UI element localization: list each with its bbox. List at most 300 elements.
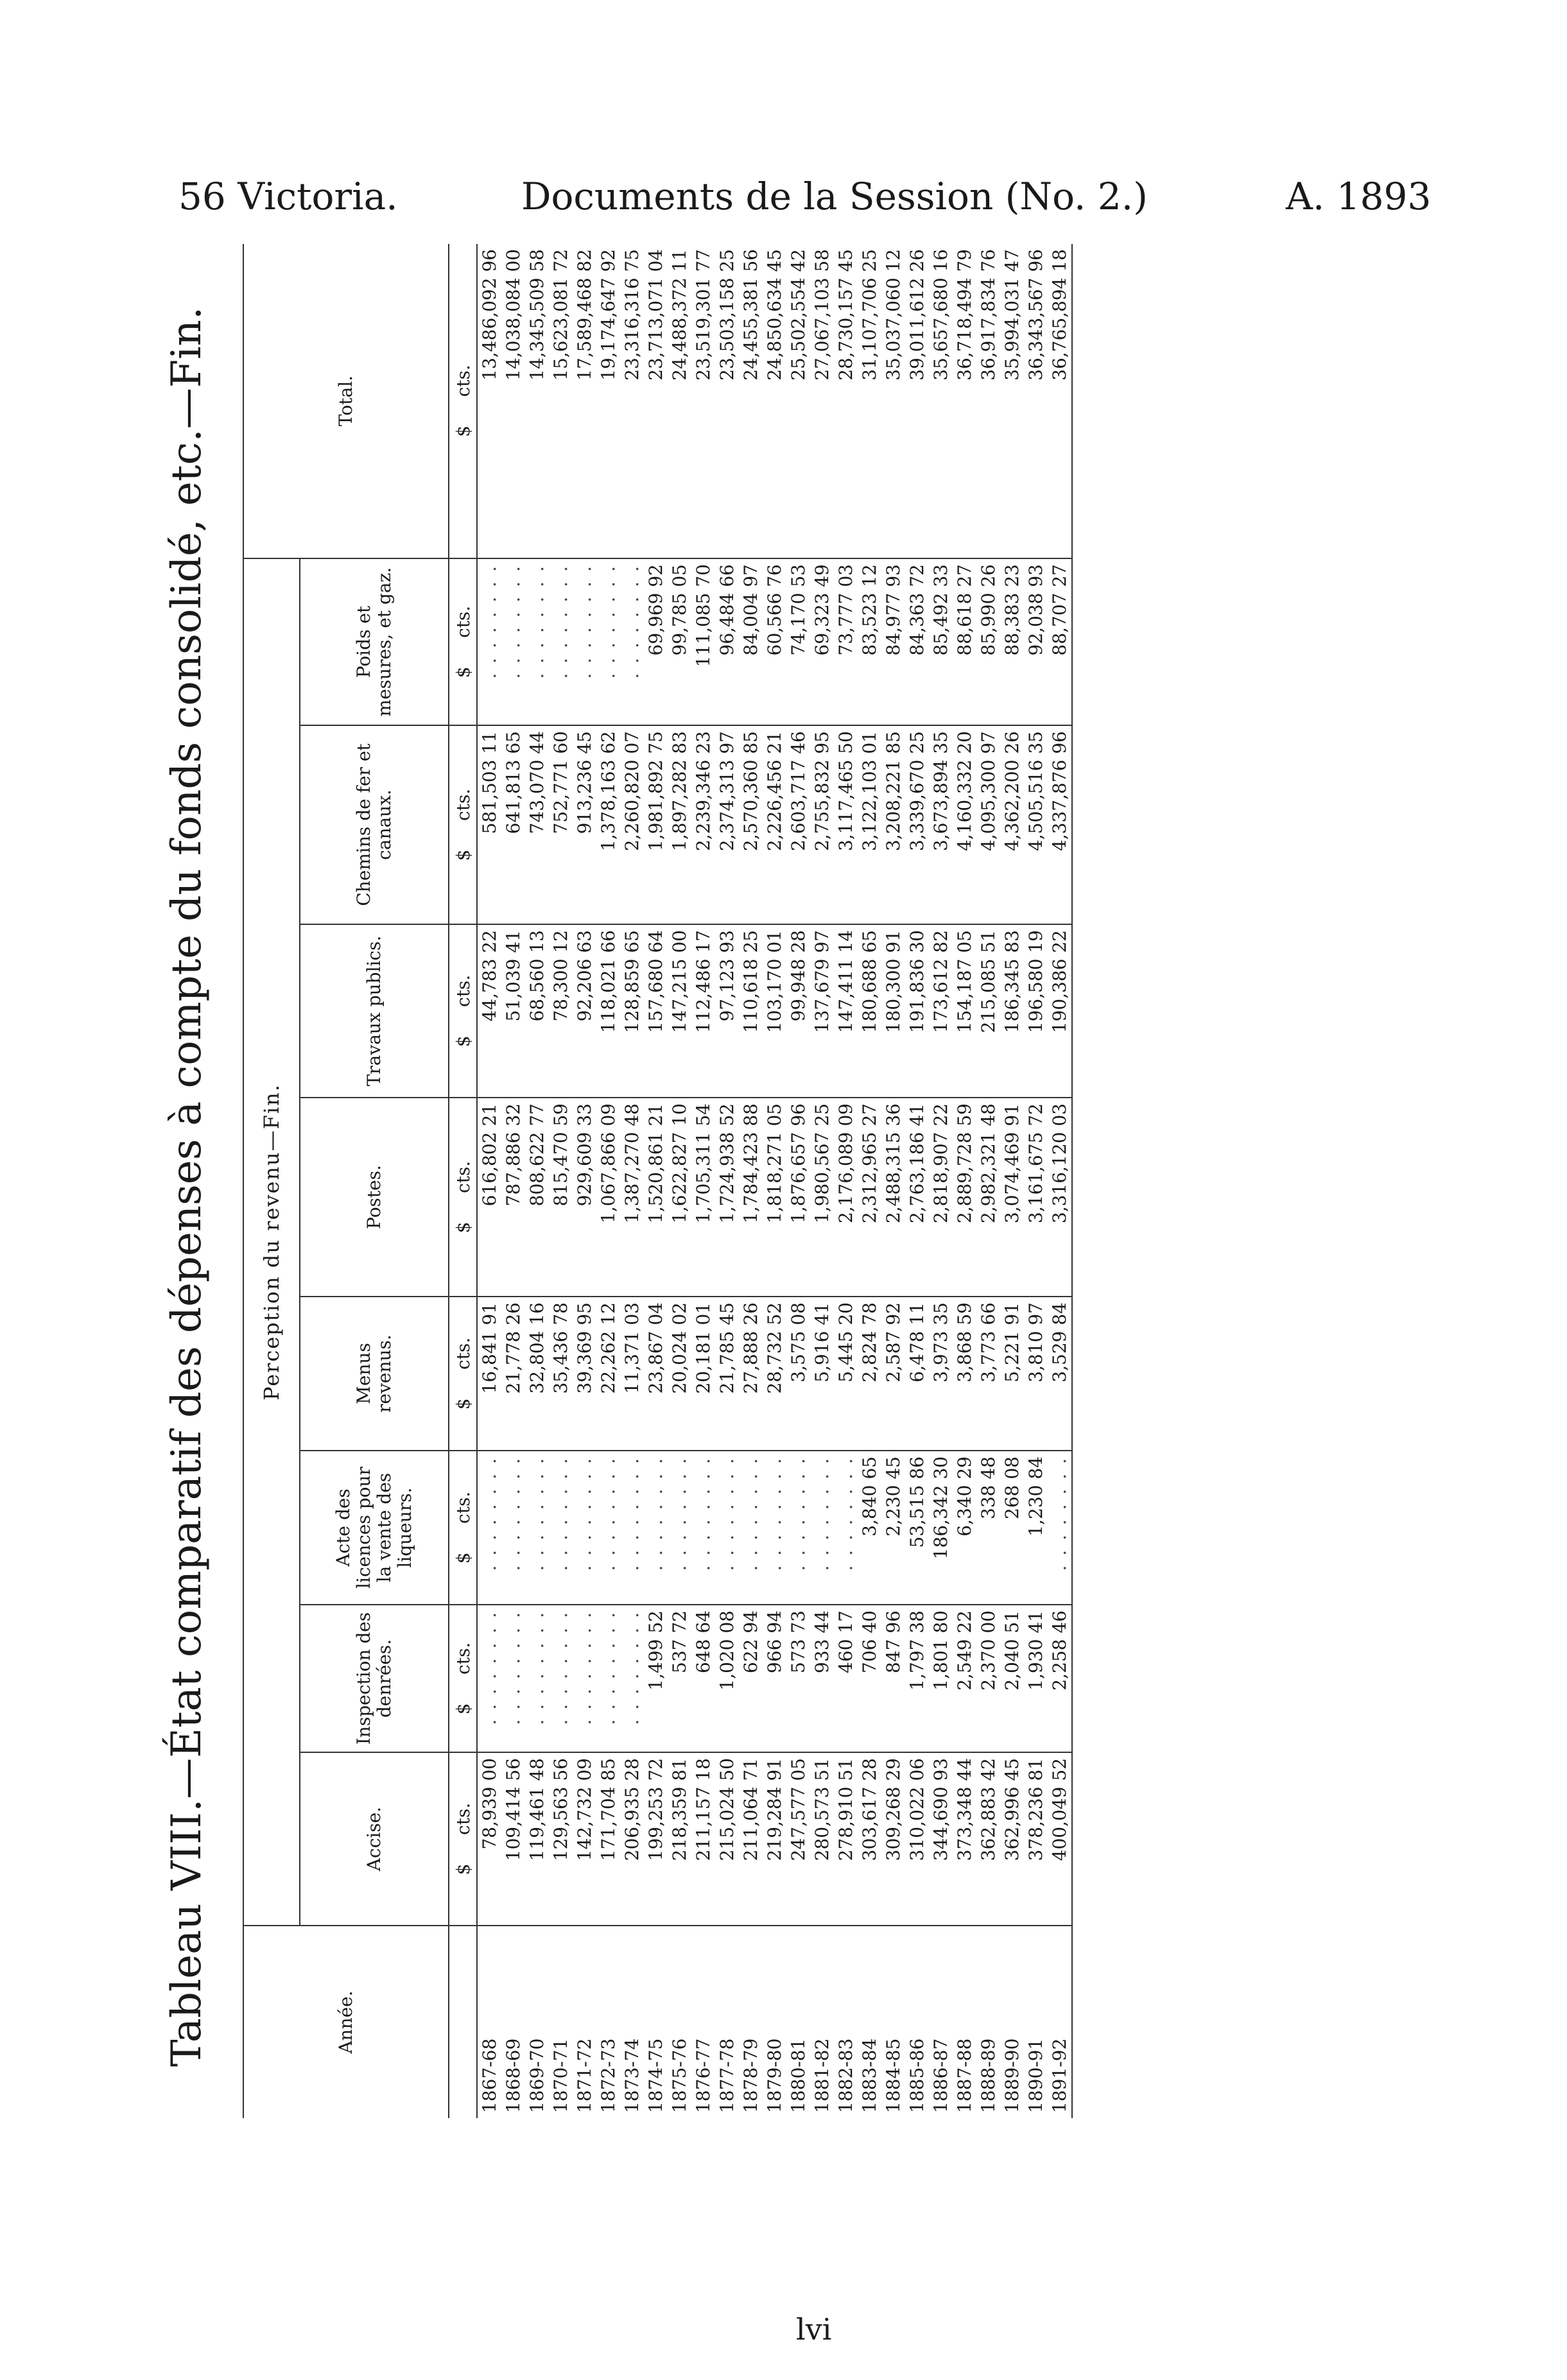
table-row	[596, 244, 620, 2118]
poids-cell: . . . . . . . .	[549, 558, 573, 725]
accise-cell: 247,577 05	[786, 1752, 810, 1926]
inspection-cell: 1,801 80	[929, 1605, 953, 1752]
year-cell: 1876-77	[693, 2038, 714, 2113]
chemins-cell: 743,070 44	[525, 725, 549, 924]
travaux-cell: 147,411 14	[834, 924, 858, 1098]
total-cell: 23,519,301 77	[691, 244, 715, 558]
inspection-cell: 2,549 22	[953, 1605, 976, 1752]
unit-cents: cts.	[452, 1491, 474, 1524]
inspection-cell: . . . . . . . .	[501, 1605, 525, 1752]
table-row	[1000, 244, 1024, 2118]
accise-cell: 211,157 18	[691, 1752, 715, 1926]
postes-cell: 2,818,907 22	[929, 1098, 953, 1297]
inspection-cell: 573 73	[786, 1605, 810, 1752]
inspection-cell: 1,499 52	[644, 1605, 668, 1752]
menus-cell: 2,587 92	[881, 1297, 905, 1451]
total-cell: 14,345,509 58	[525, 244, 549, 558]
postes-cell: 929,609 33	[573, 1098, 596, 1297]
inspection-cell: 706 40	[858, 1605, 881, 1752]
chemins-cell: 4,337,876 96	[1048, 725, 1072, 924]
poids-cell: . . . . . . . .	[501, 558, 525, 725]
postes-cell: 1,387,270 48	[620, 1098, 644, 1297]
inspection-cell: 537 72	[668, 1605, 691, 1752]
running-head-left: 56 Victoria.	[178, 175, 398, 218]
licences-cell: 6,340 29	[953, 1451, 976, 1605]
licences-cell: . . . . . . . .	[763, 1451, 786, 1605]
unit-dollar: $	[452, 666, 474, 678]
accise-cell: 378,236 81	[1024, 1752, 1048, 1926]
inspection-cell: . . . . . . . .	[620, 1605, 644, 1752]
total-cell: 24,850,634 45	[763, 244, 786, 558]
licences-cell: . . . . . . . .	[596, 1451, 620, 1605]
poids-cell: 92,038 93	[1024, 558, 1048, 725]
postes-cell: 1,622,827 10	[668, 1098, 691, 1297]
year-cell: 1872-73	[598, 2038, 619, 2113]
poids-cell: . . . . . . . .	[477, 558, 501, 725]
accise-cell: 362,883 42	[976, 1752, 1000, 1926]
running-head-right: A. 1893	[1286, 175, 1432, 218]
accise-cell: 199,253 72	[644, 1752, 668, 1926]
total-cell: 23,316,316 75	[620, 244, 644, 558]
poids-cell: 111,085 70	[691, 558, 715, 725]
travaux-cell: 103,170 01	[763, 924, 786, 1098]
accise-cell: 310,022 06	[905, 1752, 929, 1926]
accise-cell: 400,049 52	[1048, 1752, 1072, 1926]
accise-cell: 215,024 50	[715, 1752, 739, 1926]
total-cell: 24,488,372 11	[668, 244, 691, 558]
chemins-cell: 3,673,894 35	[929, 725, 953, 924]
chemins-cell: 1,378,163 62	[596, 725, 620, 924]
inspection-cell: 2,040 51	[1000, 1605, 1024, 1752]
unit-dollar: $	[452, 849, 474, 861]
postes-cell: 2,176,089 09	[834, 1098, 858, 1297]
poids-cell: 84,977 93	[881, 558, 905, 725]
travaux-cell: 51,039 41	[501, 924, 525, 1098]
postes-cell: 1,784,423 88	[739, 1098, 763, 1297]
accise-cell: 78,939 00	[477, 1752, 501, 1926]
travaux-cell: 154,187 05	[953, 924, 976, 1098]
postes-cell: 2,488,315 36	[881, 1098, 905, 1297]
licences-cell: . . . . . . . .	[834, 1451, 858, 1605]
total-cell: 25,502,554 42	[786, 244, 810, 558]
chemins-cell: 1,897,282 83	[668, 725, 691, 924]
table-row	[549, 244, 573, 2118]
table-row	[1024, 244, 1048, 2118]
chemins-cell: 2,603,717 46	[786, 725, 810, 924]
year-cell: 1891-92	[1049, 2038, 1070, 2113]
inspection-cell: . . . . . . . .	[596, 1605, 620, 1752]
travaux-cell: 110,618 25	[739, 924, 763, 1098]
poids-cell: . . . . . . . .	[525, 558, 549, 725]
menus-cell: 5,916 41	[810, 1297, 834, 1451]
menus-cell: 28,732 52	[763, 1297, 786, 1451]
poids-cell: 69,969 92	[644, 558, 668, 725]
menus-cell: 11,371 03	[620, 1297, 644, 1451]
year-cell: 1877-78	[716, 2038, 738, 2113]
accise-cell: 309,268 29	[881, 1752, 905, 1926]
table-row	[953, 244, 976, 2118]
year-cell: 1873-74	[621, 2038, 643, 2113]
licences-cell: . . . . . . . .	[691, 1451, 715, 1605]
total-cell: 15,623,081 72	[549, 244, 573, 558]
unit-dollar: $	[452, 1398, 474, 1410]
licences-cell: . . . . . . . .	[668, 1451, 691, 1605]
travaux-cell: 186,345 83	[1000, 924, 1024, 1098]
chemins-cell: 3,339,670 25	[905, 725, 929, 924]
table-row	[976, 244, 1000, 2118]
menus-cell: 3,810 97	[1024, 1297, 1048, 1451]
unit-row	[449, 244, 477, 2118]
unit-cents: cts.	[452, 1642, 474, 1675]
total-cell: 39,011,612 26	[905, 244, 929, 558]
travaux-cell: 173,612 82	[929, 924, 953, 1098]
accise-cell: 280,573 51	[810, 1752, 834, 1926]
licences-cell: . . . . . . . .	[739, 1451, 763, 1605]
year-cell: 1887-88	[954, 2038, 975, 2113]
table-row	[501, 244, 525, 2118]
accise-cell: 129,563 56	[549, 1752, 573, 1926]
page-number: lvi	[796, 2312, 832, 2347]
table-row	[881, 244, 905, 2118]
menus-cell: 3,868 59	[953, 1297, 976, 1451]
accise-cell: 171,704 85	[596, 1752, 620, 1926]
menus-cell: 39,369 95	[573, 1297, 596, 1451]
poids-cell: . . . . . . . .	[573, 558, 596, 725]
menus-cell: 5,445 20	[834, 1297, 858, 1451]
menus-cell: 35,436 78	[549, 1297, 573, 1451]
postes-cell: 1,705,311 54	[691, 1098, 715, 1297]
year-cell: 1886-87	[930, 2038, 951, 2113]
unit-dollar: $	[452, 1552, 474, 1564]
year-cell: 1888-89	[978, 2038, 999, 2113]
inspection-cell: . . . . . . . .	[477, 1605, 501, 1752]
chemins-cell: 4,160,332 20	[953, 725, 976, 924]
poids-cell: 84,363 72	[905, 558, 929, 725]
postes-cell: 1,876,657 96	[786, 1098, 810, 1297]
inspection-cell: 966 94	[763, 1605, 786, 1752]
poids-cell: 73,777 03	[834, 558, 858, 725]
year-cell: 1883-84	[859, 2038, 880, 2113]
travaux-cell: 180,688 65	[858, 924, 881, 1098]
accise-cell: 142,732 09	[573, 1752, 596, 1926]
year-cell: 1879-80	[764, 2038, 785, 2113]
travaux-cell: 157,680 64	[644, 924, 668, 1098]
inspection-cell: . . . . . . . .	[549, 1605, 573, 1752]
inspection-cell: 1,020 08	[715, 1605, 739, 1752]
unit-cents: cts.	[452, 365, 474, 397]
accise-cell: 109,414 56	[501, 1752, 525, 1926]
travaux-cell: 68,560 13	[525, 924, 549, 1098]
unit-dollar: $	[452, 1863, 474, 1876]
travaux-cell: 180,300 91	[881, 924, 905, 1098]
inspection-cell: 847 96	[881, 1605, 905, 1752]
total-cell: 23,503,158 25	[715, 244, 739, 558]
accise-cell: 211,064 71	[739, 1752, 763, 1926]
travaux-cell: 190,386 22	[1048, 924, 1072, 1098]
accise-cell: 218,359 81	[668, 1752, 691, 1926]
year-cell: 1882-83	[835, 2038, 856, 2113]
inspection-cell: 2,370 00	[976, 1605, 1000, 1752]
licences-cell: 3,840 65	[858, 1451, 881, 1605]
travaux-cell: 97,123 93	[715, 924, 739, 1098]
menus-cell: 16,841 91	[477, 1297, 501, 1451]
travaux-cell: 118,021 66	[596, 924, 620, 1098]
col-header-accise: Accise.	[300, 1752, 449, 1926]
year-cell: 1871-72	[574, 2038, 595, 2113]
chemins-cell: 581,503 11	[477, 725, 501, 924]
poids-cell: 60,566 76	[763, 558, 786, 725]
table-row	[834, 244, 858, 2118]
chemins-cell: 2,570,360 85	[739, 725, 763, 924]
inspection-cell: 648 64	[691, 1605, 715, 1752]
licences-cell: . . . . . . . .	[644, 1451, 668, 1605]
travaux-cell: 112,486 17	[691, 924, 715, 1098]
poids-cell: 88,618 27	[953, 558, 976, 725]
table-row	[763, 244, 786, 2118]
poids-cell: 88,383 23	[1000, 558, 1024, 725]
poids-cell: 84,004 97	[739, 558, 763, 725]
chemins-cell: 2,260,820 07	[620, 725, 644, 924]
inspection-cell: 2,258 46	[1048, 1605, 1072, 1752]
col-header-inspection: Inspection des denrées.	[300, 1605, 449, 1752]
col-header-annee: Année.	[243, 1926, 449, 2118]
postes-cell: 1,818,271 05	[763, 1098, 786, 1297]
travaux-cell: 78,300 12	[549, 924, 573, 1098]
chemins-cell: 752,771 60	[549, 725, 573, 924]
unit-dollar: $	[452, 425, 474, 437]
licences-cell: . . . . . . . .	[501, 1451, 525, 1605]
postes-cell: 1,724,938 52	[715, 1098, 739, 1297]
menus-cell: 23,867 04	[644, 1297, 668, 1451]
licences-cell: . . . . . . . .	[786, 1451, 810, 1605]
total-cell: 31,107,706 25	[858, 244, 881, 558]
unit-cents: cts.	[452, 1802, 474, 1835]
table-title: Tableau VIII.—État comparatif des dépenses à compte du fonds consolidé, etc.—Fin.	[163, 306, 211, 2067]
inspection-cell: 1,930 41	[1024, 1605, 1048, 1752]
group-header-perception: Perception du revenu—Fin.	[243, 558, 300, 1926]
total-cell: 19,174,647 92	[596, 244, 620, 558]
poids-cell: 96,484 66	[715, 558, 739, 725]
chemins-cell: 2,239,346 23	[691, 725, 715, 924]
menus-cell: 3,973 35	[929, 1297, 953, 1451]
table-row	[929, 244, 953, 2118]
table-row	[691, 244, 715, 2118]
inspection-cell: 622 94	[739, 1605, 763, 1752]
postes-cell: 2,763,186 41	[905, 1098, 929, 1297]
chemins-cell: 4,095,300 97	[976, 725, 1000, 924]
year-cell: 1878-79	[740, 2038, 761, 2113]
year-cell: 1890-91	[1025, 2038, 1046, 2113]
unit-cents: cts.	[452, 788, 474, 821]
licences-cell: 53,515 86	[905, 1451, 929, 1605]
inspection-cell: . . . . . . . .	[573, 1605, 596, 1752]
table-body	[449, 244, 1072, 2118]
table-row	[573, 244, 596, 2118]
accise-cell: 206,935 28	[620, 1752, 644, 1926]
chemins-cell: 4,362,200 26	[1000, 725, 1024, 924]
unit-dollar: $	[452, 1221, 474, 1234]
total-cell: 17,589,468 82	[573, 244, 596, 558]
accise-cell: 119,461 48	[525, 1752, 549, 1926]
col-header-travaux: Travaux publics.	[300, 924, 449, 1098]
chemins-cell: 2,374,313 97	[715, 725, 739, 924]
rotated-table-block	[148, 244, 1265, 2118]
year-cell: 1868-69	[503, 2038, 524, 2113]
inspection-cell: 1,797 38	[905, 1605, 929, 1752]
menus-cell: 27,888 26	[739, 1297, 763, 1451]
poids-cell: 74,170 53	[786, 558, 810, 725]
unit-dollar: $	[452, 1035, 474, 1048]
accise-cell: 303,617 28	[858, 1752, 881, 1926]
table-row	[739, 244, 763, 2118]
col-header-licences: Acte des licences pour la vente des liqueurs.	[300, 1451, 449, 1605]
postes-cell: 808,622 77	[525, 1098, 549, 1297]
year-cell: 1884-85	[883, 2038, 904, 2113]
postes-cell: 3,161,675 72	[1024, 1098, 1048, 1297]
table-row	[525, 244, 549, 2118]
licences-cell: . . . . . . . .	[477, 1451, 501, 1605]
licences-cell: . . . . . . . .	[620, 1451, 644, 1605]
postes-cell: 2,312,965 27	[858, 1098, 881, 1297]
year-cell: 1870-71	[550, 2038, 571, 2113]
menus-cell: 3,773 66	[976, 1297, 1000, 1451]
total-cell: 28,730,157 45	[834, 244, 858, 558]
inspection-cell: 460 17	[834, 1605, 858, 1752]
unit-dollar: $	[452, 1703, 474, 1715]
licences-cell: . . . . . . . .	[573, 1451, 596, 1605]
expenditure-table	[243, 244, 1073, 2118]
poids-cell: . . . . . . . .	[596, 558, 620, 725]
postes-cell: 1,067,866 09	[596, 1098, 620, 1297]
travaux-cell: 196,580 19	[1024, 924, 1048, 1098]
licences-cell: 338 48	[976, 1451, 1000, 1605]
travaux-cell: 92,206 63	[573, 924, 596, 1098]
table-row	[810, 244, 834, 2118]
postes-cell: 787,886 32	[501, 1098, 525, 1297]
postes-cell: 1,520,861 21	[644, 1098, 668, 1297]
licences-cell: 2,230 45	[881, 1451, 905, 1605]
col-header-poids: Poids et mesures, et gaz.	[300, 558, 449, 725]
total-cell: 24,455,381 56	[739, 244, 763, 558]
menus-cell: 20,181 01	[691, 1297, 715, 1451]
unit-cents: cts.	[452, 974, 474, 1007]
total-cell: 35,037,060 12	[881, 244, 905, 558]
chemins-cell: 913,236 45	[573, 725, 596, 924]
menus-cell: 3,575 08	[786, 1297, 810, 1451]
year-cell: 1889-90	[1001, 2038, 1023, 2113]
year-cell: 1881-82	[811, 2038, 833, 2113]
col-header-chemins: Chemins de fer et canaux.	[300, 725, 449, 924]
total-cell: 35,994,031 47	[1000, 244, 1024, 558]
postes-cell: 616,802 21	[477, 1098, 501, 1297]
poids-cell: 85,492 33	[929, 558, 953, 725]
unit-cents: cts.	[452, 605, 474, 638]
accise-cell: 344,690 93	[929, 1752, 953, 1926]
poids-cell: 85,990 26	[976, 558, 1000, 725]
year-cell: 1885-86	[906, 2038, 928, 2113]
accise-cell: 278,910 51	[834, 1752, 858, 1926]
postes-cell: 3,074,469 91	[1000, 1098, 1024, 1297]
travaux-cell: 44,783 22	[477, 924, 501, 1098]
year-cell: 1867-68	[479, 2038, 500, 2113]
total-cell: 23,713,071 04	[644, 244, 668, 558]
poids-cell: 88,707 27	[1048, 558, 1072, 725]
table-row	[786, 244, 810, 2118]
total-cell: 36,917,834 76	[976, 244, 1000, 558]
chemins-cell: 3,117,465 50	[834, 725, 858, 924]
postes-cell: 2,889,728 59	[953, 1098, 976, 1297]
table-row	[620, 244, 644, 2118]
poids-cell: 83,523 12	[858, 558, 881, 725]
poids-cell: 99,785 05	[668, 558, 691, 725]
licences-cell: . . . . . . . .	[715, 1451, 739, 1605]
menus-cell: 2,824 78	[858, 1297, 881, 1451]
postes-cell: 3,316,120 03	[1048, 1098, 1072, 1297]
menus-cell: 6,478 11	[905, 1297, 929, 1451]
table-row	[858, 244, 881, 2118]
col-header-menus: Menus revenus.	[300, 1297, 449, 1451]
licences-cell: . . . . . . . .	[525, 1451, 549, 1605]
total-cell: 13,486,092 96	[477, 244, 501, 558]
postes-cell: 2,982,321 48	[976, 1098, 1000, 1297]
travaux-cell: 191,836 30	[905, 924, 929, 1098]
chemins-cell: 3,208,221 85	[881, 725, 905, 924]
licences-cell: . . . . . . . .	[810, 1451, 834, 1605]
postes-cell: 815,470 59	[549, 1098, 573, 1297]
total-cell: 36,343,567 96	[1024, 244, 1048, 558]
table-row	[1048, 244, 1072, 2118]
licences-cell: 268 08	[1000, 1451, 1024, 1605]
inspection-cell: . . . . . . . .	[525, 1605, 549, 1752]
year-cell: 1874-75	[645, 2038, 666, 2113]
chemins-cell: 4,505,516 35	[1024, 725, 1048, 924]
total-cell: 14,038,084 00	[501, 244, 525, 558]
table-row	[905, 244, 929, 2118]
total-cell: 36,718,494 79	[953, 244, 976, 558]
year-cell: 1869-70	[526, 2038, 548, 2113]
running-head-center: Documents de la Session (No. 2.)	[521, 175, 1148, 218]
total-cell: 35,657,680 16	[929, 244, 953, 558]
table-row	[715, 244, 739, 2118]
travaux-cell: 137,679 97	[810, 924, 834, 1098]
accise-cell: 373,348 44	[953, 1752, 976, 1926]
chemins-cell: 2,755,832 95	[810, 725, 834, 924]
total-cell: 27,067,103 58	[810, 244, 834, 558]
chemins-cell: 3,122,103 01	[858, 725, 881, 924]
menus-cell: 22,262 12	[596, 1297, 620, 1451]
col-header-total: Total.	[243, 244, 449, 558]
accise-cell: 362,996 45	[1000, 1752, 1024, 1926]
travaux-cell: 147,215 00	[668, 924, 691, 1098]
travaux-cell: 99,948 28	[786, 924, 810, 1098]
inspection-cell: 933 44	[810, 1605, 834, 1752]
unit-cents: cts.	[452, 1160, 474, 1193]
travaux-cell: 128,859 65	[620, 924, 644, 1098]
year-cell: 1880-81	[788, 2038, 809, 2113]
menus-cell: 21,778 26	[501, 1297, 525, 1451]
menus-cell: 3,529 84	[1048, 1297, 1072, 1451]
unit-cents: cts.	[452, 1337, 474, 1370]
menus-cell: 20,024 02	[668, 1297, 691, 1451]
menus-cell: 21,785 45	[715, 1297, 739, 1451]
postes-cell: 1,980,567 25	[810, 1098, 834, 1297]
year-cell: 1875-76	[669, 2038, 690, 2113]
licences-cell: 1,230 84	[1024, 1451, 1048, 1605]
chemins-cell: 641,813 65	[501, 725, 525, 924]
chemins-cell: 2,226,456 21	[763, 725, 786, 924]
menus-cell: 5,221 91	[1000, 1297, 1024, 1451]
chemins-cell: 1,981,892 75	[644, 725, 668, 924]
